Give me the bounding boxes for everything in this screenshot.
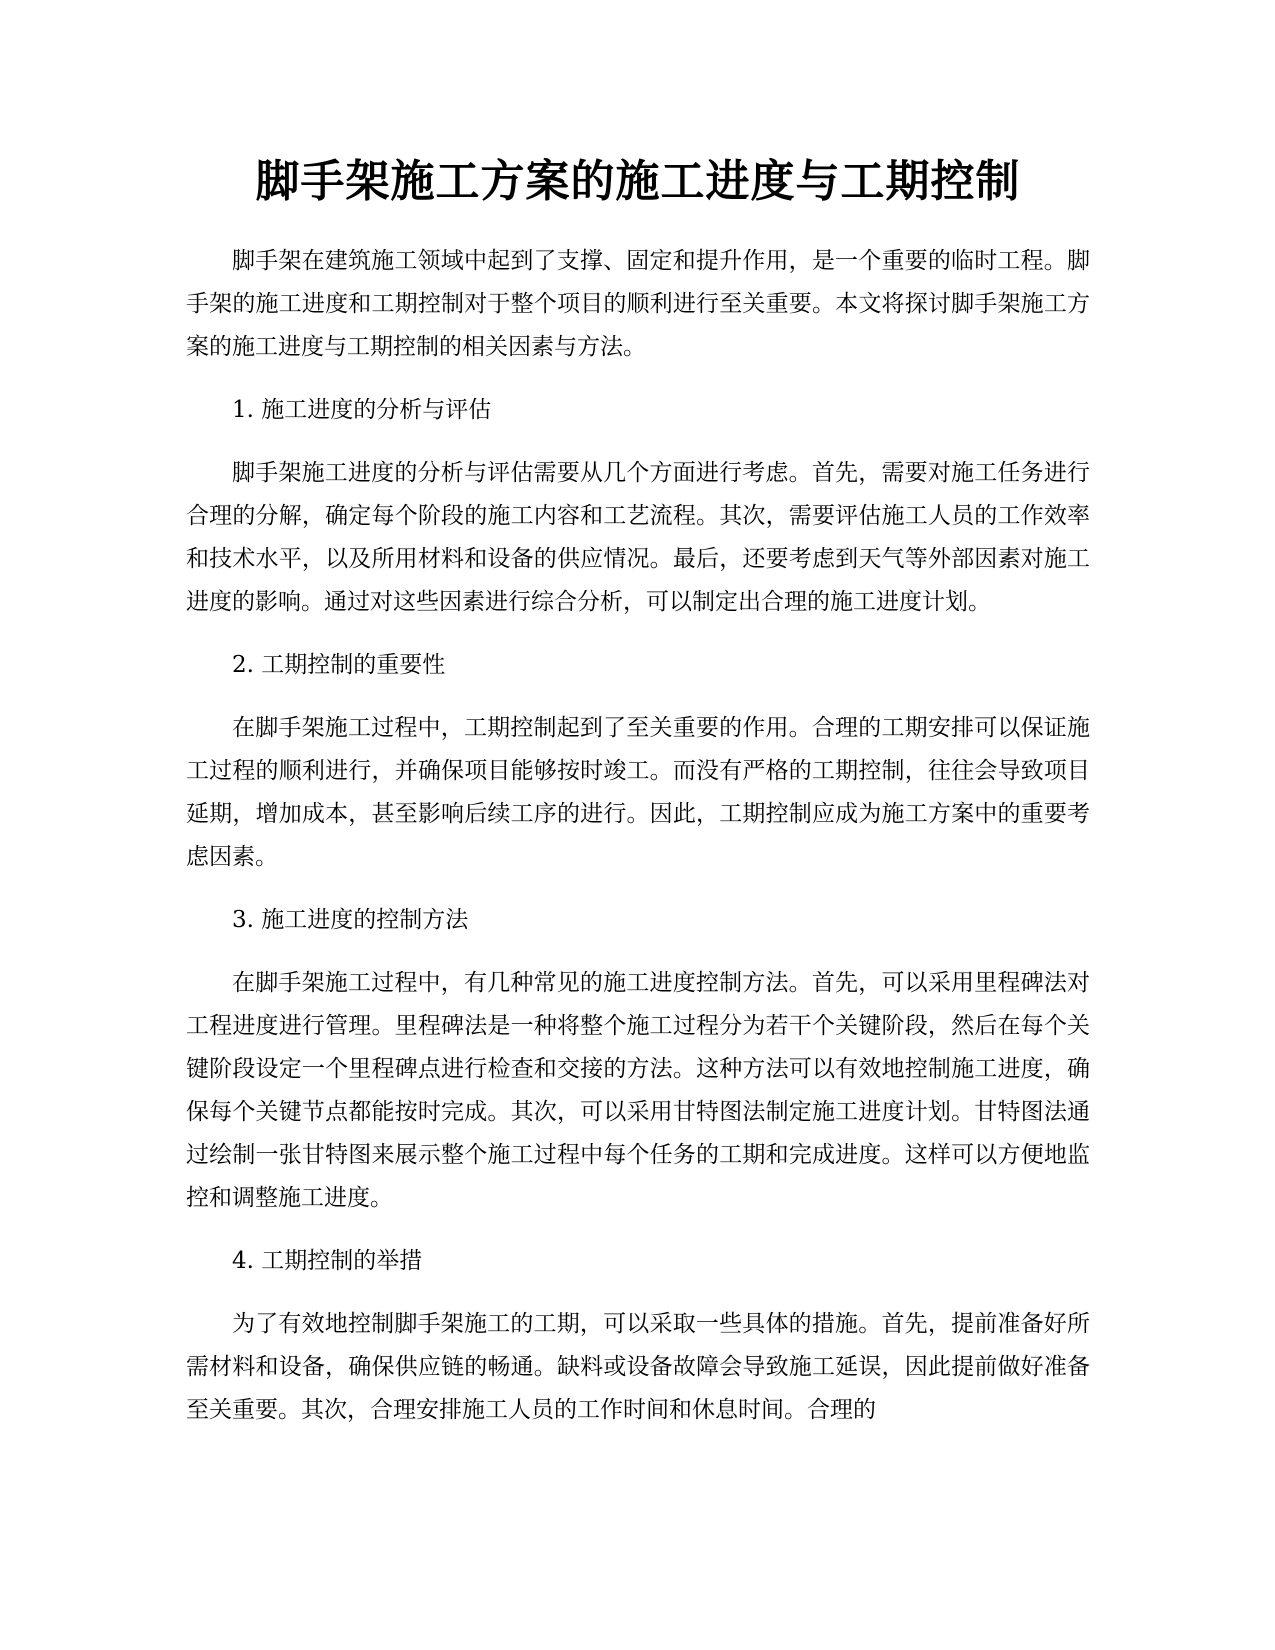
document-title: 脚手架施工方案的施工进度与工期控制 bbox=[255, 156, 1021, 207]
section-2-heading: 2. 工期控制的重要性 bbox=[232, 652, 446, 678]
section-3-heading: 3. 施工进度的控制方法 bbox=[232, 907, 469, 933]
section-4-heading: 4. 工期控制的举措 bbox=[232, 1248, 423, 1274]
section-4-paragraph: 为了有效地控制脚手架施工的工期，可以采取一些具体的措施。首先，提前准备好所需材料和设备，确保供应链的畅通。缺料或设备故障会导致施工延误，因此提前做好准备至关重要。其次，合理安排施工人员的工作时间和休息时间。合理的 bbox=[186, 1311, 1090, 1423]
section-1-heading: 1. 施工进度的分析与评估 bbox=[232, 397, 492, 423]
section-1-paragraph: 脚手架施工进度的分析与评估需要从几个方面进行考虑。首先，需要对施工任务进行合理的分解，确定每个阶段的施工内容和工艺流程。其次，需要评估施工人员的工作效率和技术水平，以及所用材料和设备的供应情况。最后，还要考虑到天气等外部因素对施工进度的影响。通过对这些因素进行综合分析，可以制定出合理的施工进度计划。 bbox=[186, 460, 1090, 615]
section-2-paragraph: 在脚手架施工过程中，工期控制起到了至关重要的作用。合理的工期安排可以保证施工过程的顺利进行，并确保项目能够按时竣工。而没有严格的工期控制，往往会导致项目延期，增加成本，甚至影响后续工序的进行。因此，工期控制应成为施工方案中的重要考虑因素。 bbox=[186, 715, 1090, 870]
document-body bbox=[186, 150, 1090, 1432]
section-3-paragraph: 在脚手架施工过程中，有几种常见的施工进度控制方法。首先，可以采用里程碑法对工程进度进行管理。里程碑法是一种将整个施工过程分为若干个关键阶段，然后在每个关键阶段设定一个里程碑点进行检查和交接的方法。这种方法可以有效地控制施工进度，确保每个关键节点都能按时完成。其次，可以采用甘特图法制定施工进度计划。甘特图法通过绘制一张甘特图来展示整个施工过程中每个任务的工期和完成进度。这样可以方便地监控和调整施工进度。 bbox=[186, 970, 1090, 1211]
intro-paragraph: 脚手架在建筑施工领域中起到了支撑、固定和提升作用，是一个重要的临时工程。脚手架的施工进度和工期控制对于整个项目的顺利进行至关重要。本文将探讨脚手架施工方案的施工进度与工期控制的相关因素与方法。 bbox=[186, 248, 1090, 360]
